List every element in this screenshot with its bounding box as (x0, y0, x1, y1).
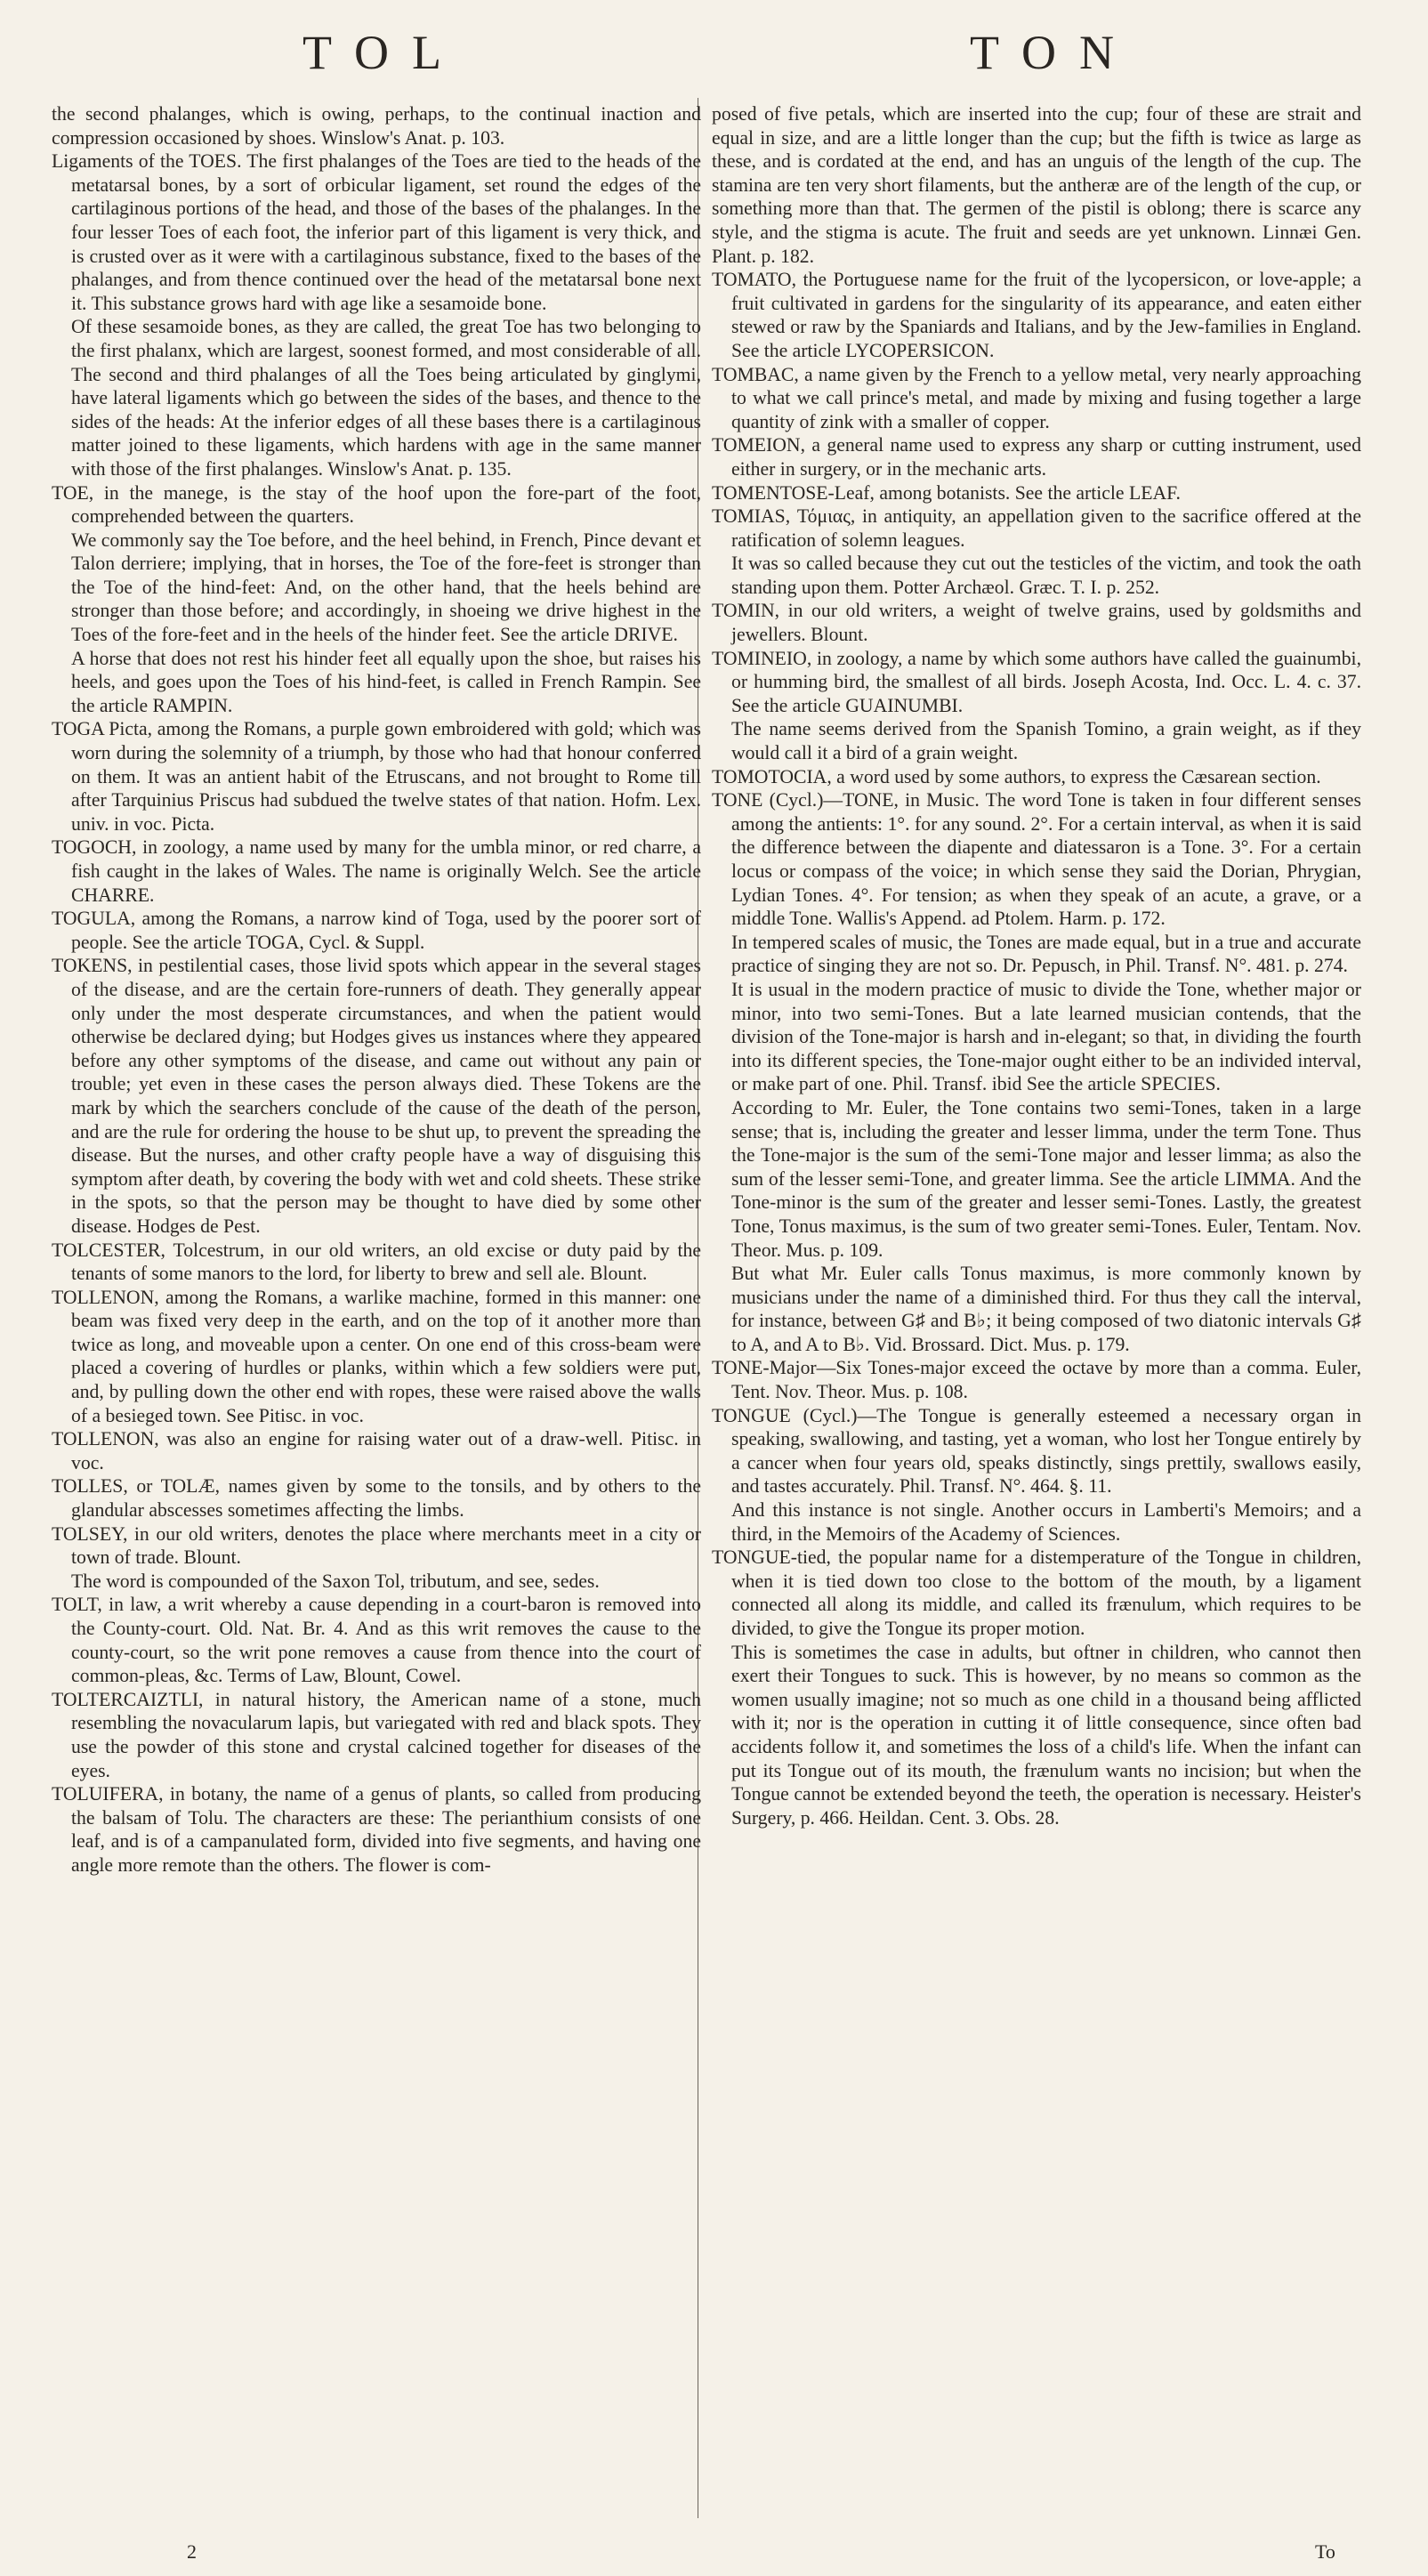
paragraph: It is usual in the modern practice of music to divide the Tone, whether major or minor, into two semi-Tones. But a late learned musician contends, that the division of the Tone-major is harsh and in-elegant; so that, in dividing the fourth into its different species, the Tone-major ought either to be an individed interval, or make part of one. Phil. Transf. ibid See the article SPECIES. (731, 978, 1361, 1095)
paragraph: The name seems derived from the Spanish Tomino, a grain weight, as if they would call it a bird of a grain weight. (731, 718, 1361, 764)
paragraph: TONGUE-tied, the popular name for a distemperature of the Tongue in children, when it is tied down too close to the bottom of the mouth, by a ligament connected all along its middle, and called its frænulum, which requires to be divided, to give the Tongue its proper motion. (712, 1546, 1361, 1639)
paragraph: TOGA Picta, among the Romans, a purple gown embroidered with gold; which was worn during the solemnity of a triumph, by those who had that honour conferred on them. It was an antient habit of the Etruscans, and not brought to Rome till after Tarquinius Priscus had subdued the twelve states of that nation. Hofm. Lex. univ. in voc. Picta. (52, 718, 701, 835)
paragraph: According to Mr. Euler, the Tone contains two semi-Tones, taken in a large sense; that is, including the greater and lesser limma, under the term Tone. Thus the Tone-major is the sum of the semi-Tone major and lesser limma; as also the sum of the lesser semi-Tone, and greater limma. See the article LIMMA. And the Tone-minor is the sum of the greater and lesser semi-Tones. Lastly, the greatest Tone, Tonus maximus, is the sum of two greater semi-Tones. Euler, Tentam. Nov. Theor. Mus. p. 109. (731, 1096, 1361, 1261)
paragraph: TONE (Cycl.)—TONE, in Music. The word Tone is taken in four different senses among the antients: 1°. for any sound. 2°. For a certain interval, as when it is said the difference between the diapente and diatessaron is a Tone. 3°. For a certain locus or compass of the voice; in which sense they said the Dorian, Phrygian, Lydian Tones. 4°. For tension; as when they speak of an acute, a grave, or a middle Tone. Wallis's Append. ad Ptolem. Harm. p. 172. (712, 789, 1361, 930)
paragraph: TOMIN, in our old writers, a weight of twelve grains, used by goldsmiths and jewellers. Blount. (712, 600, 1361, 646)
paragraph: TOLSEY, in our old writers, denotes the place where merchants meet in a city or town of trade. Blount. (52, 1522, 701, 1569)
paragraph: TOGOCH, in zoology, a name used by many for the umbla minor, or red charre, a fish caught in the lakes of Wales. The name is originally Welch. See the article CHARRE. (52, 836, 701, 906)
paragraph: TOMATO, the Portuguese name for the fruit of the lycopersicon, or love-apple; a fruit cultivated in gardens for the singularity of its appearance, and eaten either stewed or raw by the Spaniards and Italians, and by the Jew-families in England. See the article LYCOPERSICON. (712, 269, 1361, 361)
header-right-word: TON (970, 26, 1138, 79)
paragraph: Of these sesamoide bones, as they are called, the great Toe has two belonging to the first phalanx, which are largest, soonest formed, and most considerable of all. The second and third phalanges of all the Toes being articulated by ginglymi, have lateral ligaments which go between the sides of the bases, and thence to the sides of the heads: At the inferior edges of all these bases there is a cartilaginous matter joined to these ligaments, which hardens with age in the same manner with those of the first phalanges. Winslow's Anat. p. 135. (71, 316, 701, 480)
header-left-word: TOL (303, 26, 464, 79)
paragraph: posed of five petals, which are inserted into the cup; four of these are strait and equal in size, and are a little longer than the cup; but the fifth is twice as large as these, and is cordated at the end, and has an unguis of the length of the cup. The stamina are ten very short filaments, but the antheræ are of the length of the cup, or something more than that. The germen of the pistil is oblong; there is scarce any style, and the stigma is acute. The fruit and seeds are yet unknown. Linnæi Gen. Plant. p. 182. (712, 103, 1361, 267)
paragraph: TOMINEIO, in zoology, a name by which some authors have called the guainumbi, or humming bird, the smallest of all birds. Joseph Acosta, Ind. Occ. L. 4. c. 37. See the article GUAINUMBI. (712, 647, 1361, 716)
paragraph: A horse that does not rest his hinder feet all equally upon the shoe, but raises his heels, and goes upon the Toes of his hind-feet, is called in French Rampin. See the article RAMPIN. (71, 647, 701, 716)
paragraph: the second phalanges, which is owing, perhaps, to the continual inaction and compression occasioned by shoes. Winslow's Anat. p. 103. (52, 103, 701, 149)
paragraph: TOLLENON, was also an engine for raising water out of a draw-well. Pitisc. in voc. (52, 1428, 701, 1474)
right-column (712, 102, 1361, 1829)
paragraph: This is sometimes the case in adults, but oftner in children, who cannot then exert their Tongues to suck. This is however, by no means so common as the women usually imagine; not so much as one child in a thousand being afflicted with it; nor is the operation in cutting it of little consequence, since often bad accidents follow it, and sometimes the loss of a child's life. When the infant can put its Tongue out of its mouth, the frænulum wants no incision; but when the Tongue cannot be extended beyond the teeth, the operation is necessary. Heister's Surgery, p. 466. Heildan. Cent. 3. Obs. 28. (731, 1641, 1361, 1829)
paragraph: TOMOTOCIA, a word used by some authors, to express the Cæsarean section. (712, 765, 1321, 787)
paragraph: TOLLES, or TOLÆ, names given by some to the tonsils, and by others to the glandular abscesses sometimes affecting the limbs. (52, 1475, 701, 1522)
paragraph: TOE, in the manege, is the stay of the hoof upon the fore-part of the foot, comprehended between the quarters. (52, 481, 701, 528)
paragraph: TOLT, in law, a writ whereby a cause depending in a court-baron is removed into the County-court. Old. Nat. Br. 4. And as this writ removes the cause to the county-court, so the writ pone removes a cause from thence into the court of common-pleas, &c. Terms of Law, Blount, Cowel. (52, 1594, 701, 1687)
paragraph: But what Mr. Euler calls Tonus maximus, is more commonly known by musicians under the name of a diminished third. For thus they call the interval, for instance, between G♯ and B♭; it being composed of two diatonic intervals G♯ to A, and A to B♭. Vid. Brossard. Dict. Mus. p. 179. (731, 1263, 1361, 1355)
paragraph: TOMIAS, Τόμιας, in antiquity, an appellation given to the sacrifice offered at the ratification of solemn leagues. (712, 505, 1361, 551)
paragraph: TOKENS, in pestilential cases, those livid spots which appear in the several stages of the disease, and are the certain fore-runners of death. They generally appear only under the most desperate circumstances, and when the patient would otherwise be declared dying; but Hodges gives us instances where they appeared before any other symptoms of the disease, and came out without any pain or trouble; yet even in these cases the person always died. These Tokens are the mark by which the searchers conclude of the cause of the death of the person, and are the rule for ordering the house to be shut up, to prevent the spreading the disease. But the nurses, and other crafty people have a way of disguising this symptom after death, by covering the body with wet and cold sheets. These strike in the spots, so that the person may be thought to have died by some other disease. Hodges de Pest. (52, 955, 701, 1237)
paragraph: TONGUE (Cycl.)—The Tongue is generally esteemed a necessary organ in speaking, swallowing, and tasting, yet a woman, who lost her Tongue entirely by a cancer when four years old, speaks distinctly, sings prettily, swallows easily, and tastes accurately. Phil. Transf. N°. 464. §. 11. (712, 1404, 1361, 1498)
paragraph: TOLTERCAIZTLI, in natural history, the American name of a stone, much resembling the novacularum lapis, but variegated with red and black spots. They use the powder of this stone and crystal calcined together for diseases of the eyes. (52, 1688, 701, 1781)
paragraph: TOLLENON, among the Romans, a warlike machine, formed in this manner: one beam was fixed very deep in the earth, and on the top of it another more than twice as long, and moveable upon a center. On one end of this cross-beam were placed a covering of hurdles or planks, within which a few soldiers were put, and, by pulling down the other end with ropes, these were raised above the walls of a besieged town. See Pitisc. in voc. (52, 1286, 701, 1426)
paragraph: TOLCESTER, Tolcestrum, in our old writers, an old excise or duty paid by the tenants of some manors to the lord, for liberty to brew and sell ale. Blount. (52, 1239, 701, 1285)
paragraph: The word is compounded of the Saxon Tol, tributum, and see, sedes. (71, 1570, 600, 1592)
paragraph: In tempered scales of music, the Tones are made equal, but in a true and accurate practice of singing they are not so. Dr. Pepusch, in Phil. Transf. N°. 481. p. 274. (731, 931, 1361, 977)
paragraph: TOMENTOSE-Leaf, among botanists. See the article LEAF. (712, 481, 1181, 504)
paragraph: TOLUIFERA, in botany, the name of a genus of plants, so called from producing the balsam of Tolu. The characters are these: The perianthium consists of one leaf, and is of a campanulated form, divided into five segments, and having one angle more remote than the others. The flower is com- (52, 1783, 701, 1876)
paragraph: It was so called because they cut out the testicles of the victim, and took the oath standing upon them. Potter Archæol. Græc. T. I. p. 252. (731, 553, 1361, 598)
paragraph: And this instance is not single. Another occurs in Lamberti's Memoirs; and a third, in the Memoirs of the Academy of Sciences. (731, 1499, 1361, 1545)
page-number: 2 (187, 2540, 197, 2563)
paragraph: We commonly say the Toe before, and the heel behind, in French, Pince devant et Talon derriere; implying, that in horses, the Toe of the fore-feet is stronger than the Toe of the hind-feet: And, on the other hand, that the heels behind are stronger than those before; and accordingly, in shoeing we drive highest in the Toes of the fore-feet and in the heels of the hinder feet. See the article DRIVE. (71, 529, 701, 646)
paragraph: Ligaments of the TOES. The first phalanges of the Toes are tied to the heads of the metatarsal bones, by a sort of orbicular ligament, set round the edges of the cartilaginous portions of the head, and those of the bases of the phalanges. In the four lesser Toes of each foot, the inferior part of this ligament is very thick, and is crusted over as it were with a cartilaginous substance, fixed to the bases of the phalanges, and from thence continued over the head of the metatarsal bone next it. This substance grows hard with age like a sesamoide bone. (52, 150, 701, 314)
paragraph: TONE-Major—Six Tones-major exceed the octave by more than a comma. Euler, Tent. Nov. Theor. Mus. p. 108. (712, 1357, 1361, 1403)
catchword: To (1315, 2540, 1335, 2563)
paragraph: TOMBAC, a name given by the French to a yellow metal, very nearly approaching to what we call prince's metal, and made by mixing and fusing together a large quantity of zink with a smaller of copper. (712, 363, 1361, 432)
paragraph: TOGULA, among the Romans, a narrow kind of Toga, used by the poorer sort of people. See the article TOGA, Cycl. & Suppl. (52, 908, 701, 953)
paragraph: TOMEION, a general name used to express any sharp or cutting instrument, used either in surgery, or in the mechanic arts. (712, 434, 1361, 480)
page-header (0, 25, 1428, 87)
left-column (52, 102, 701, 1877)
